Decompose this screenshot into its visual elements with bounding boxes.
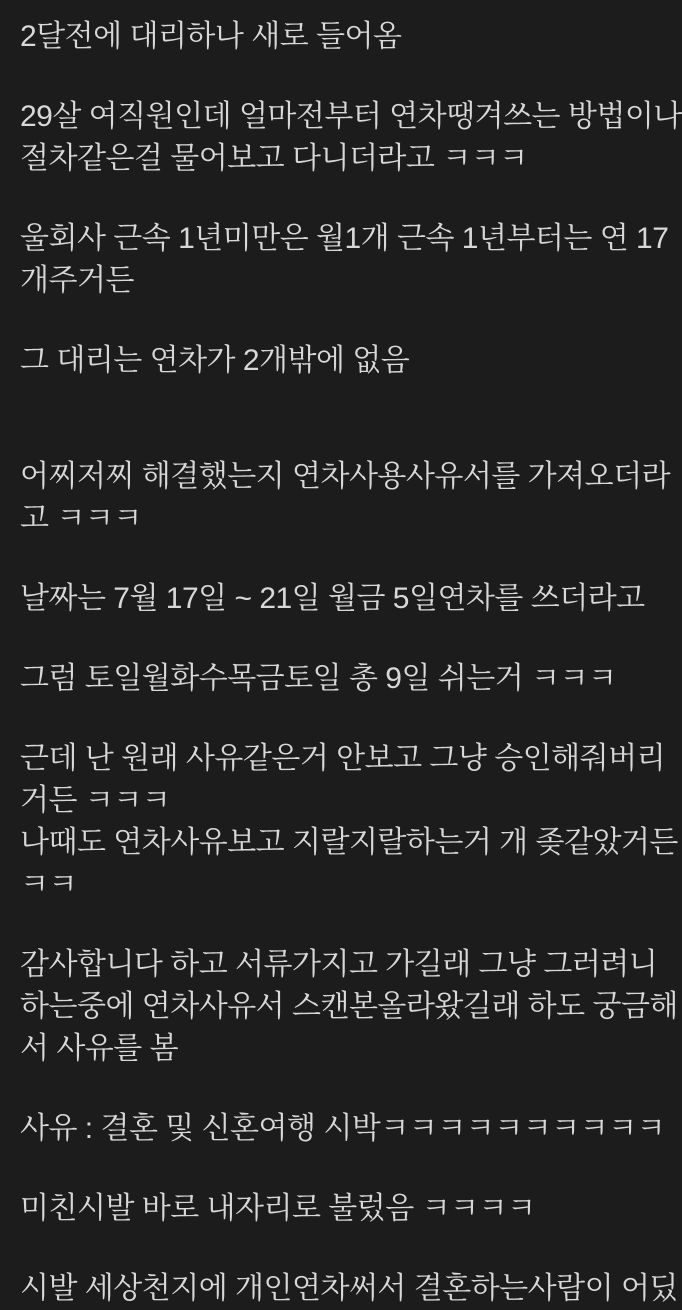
post-line: 시발 세상천지에 개인연차써서 결혼하는사람이 어딨 bbox=[20, 1272, 678, 1305]
post-line: 어찌저찌 해결했는지 연차사용사유서를 가져오더라 bbox=[20, 460, 671, 493]
post-line: ㅋㅋ bbox=[20, 868, 77, 901]
post-paragraph bbox=[20, 1108, 666, 1150]
post-line: 하는중에 연차사유서 스캔본올라왔길래 하도 궁금해 bbox=[20, 990, 678, 1023]
post-paragraph bbox=[20, 218, 669, 302]
post-line: 날짜는 7월 17일 ~ 21일 월금 5일연차를 쓰더라고 bbox=[20, 582, 645, 615]
post-paragraph bbox=[20, 96, 682, 180]
post-paragraph bbox=[20, 16, 626, 58]
post-line: 나때도 연차사유보고 지랄지랄하는거 개 좆같았거든 bbox=[20, 826, 678, 859]
post-line: 감사합니다 하고 서류가지고 가길래 그냥 그러려니 bbox=[20, 948, 658, 981]
post-paragraph bbox=[20, 1268, 678, 1310]
post-paragraph bbox=[20, 456, 671, 540]
post-line: 2달전에 대리하나 새로 들어옴 bbox=[20, 20, 402, 53]
post-paragraph bbox=[20, 340, 626, 382]
post-paragraph bbox=[20, 658, 626, 700]
post-line: 29살 여직원인데 얼마전부터 연차땡겨쓰는 방법이나 bbox=[20, 100, 682, 133]
post-paragraph bbox=[20, 738, 678, 906]
post-paragraph bbox=[20, 578, 645, 620]
post-line: 사유 : 결혼 및 신혼여행 시박ㅋㅋㅋㅋㅋㅋㅋㅋㅋㅋ bbox=[20, 1112, 666, 1145]
post-line: 그럼 토일월화수목금토일 총 9일 쉬는거 ㅋㅋㅋ bbox=[20, 662, 617, 695]
post-line: 절차같은걸 물어보고 다니더라고 ㅋㅋㅋ bbox=[20, 142, 528, 175]
post-line: 근데 난 원래 사유같은거 안보고 그냥 승인해줘버리 bbox=[20, 742, 666, 775]
post-paragraph bbox=[20, 944, 678, 1070]
post-line: 거든 ㅋㅋㅋ bbox=[20, 784, 171, 817]
post-line: 개주거든 bbox=[20, 264, 134, 297]
post-line: 고 ㅋㅋㅋ bbox=[20, 502, 142, 535]
post-line: 서 사유를 봄 bbox=[20, 1032, 179, 1065]
post-body bbox=[20, 16, 682, 1310]
post-line: 그 대리는 연차가 2개밖에 없음 bbox=[20, 344, 410, 377]
post-line: 미친시발 바로 내자리로 불렀음 ㅋㅋㅋㅋ bbox=[20, 1192, 536, 1225]
post-line: 울회사 근속 1년미만은 월1개 근속 1년부터는 연 17 bbox=[20, 222, 669, 255]
post-paragraph bbox=[20, 1188, 626, 1230]
